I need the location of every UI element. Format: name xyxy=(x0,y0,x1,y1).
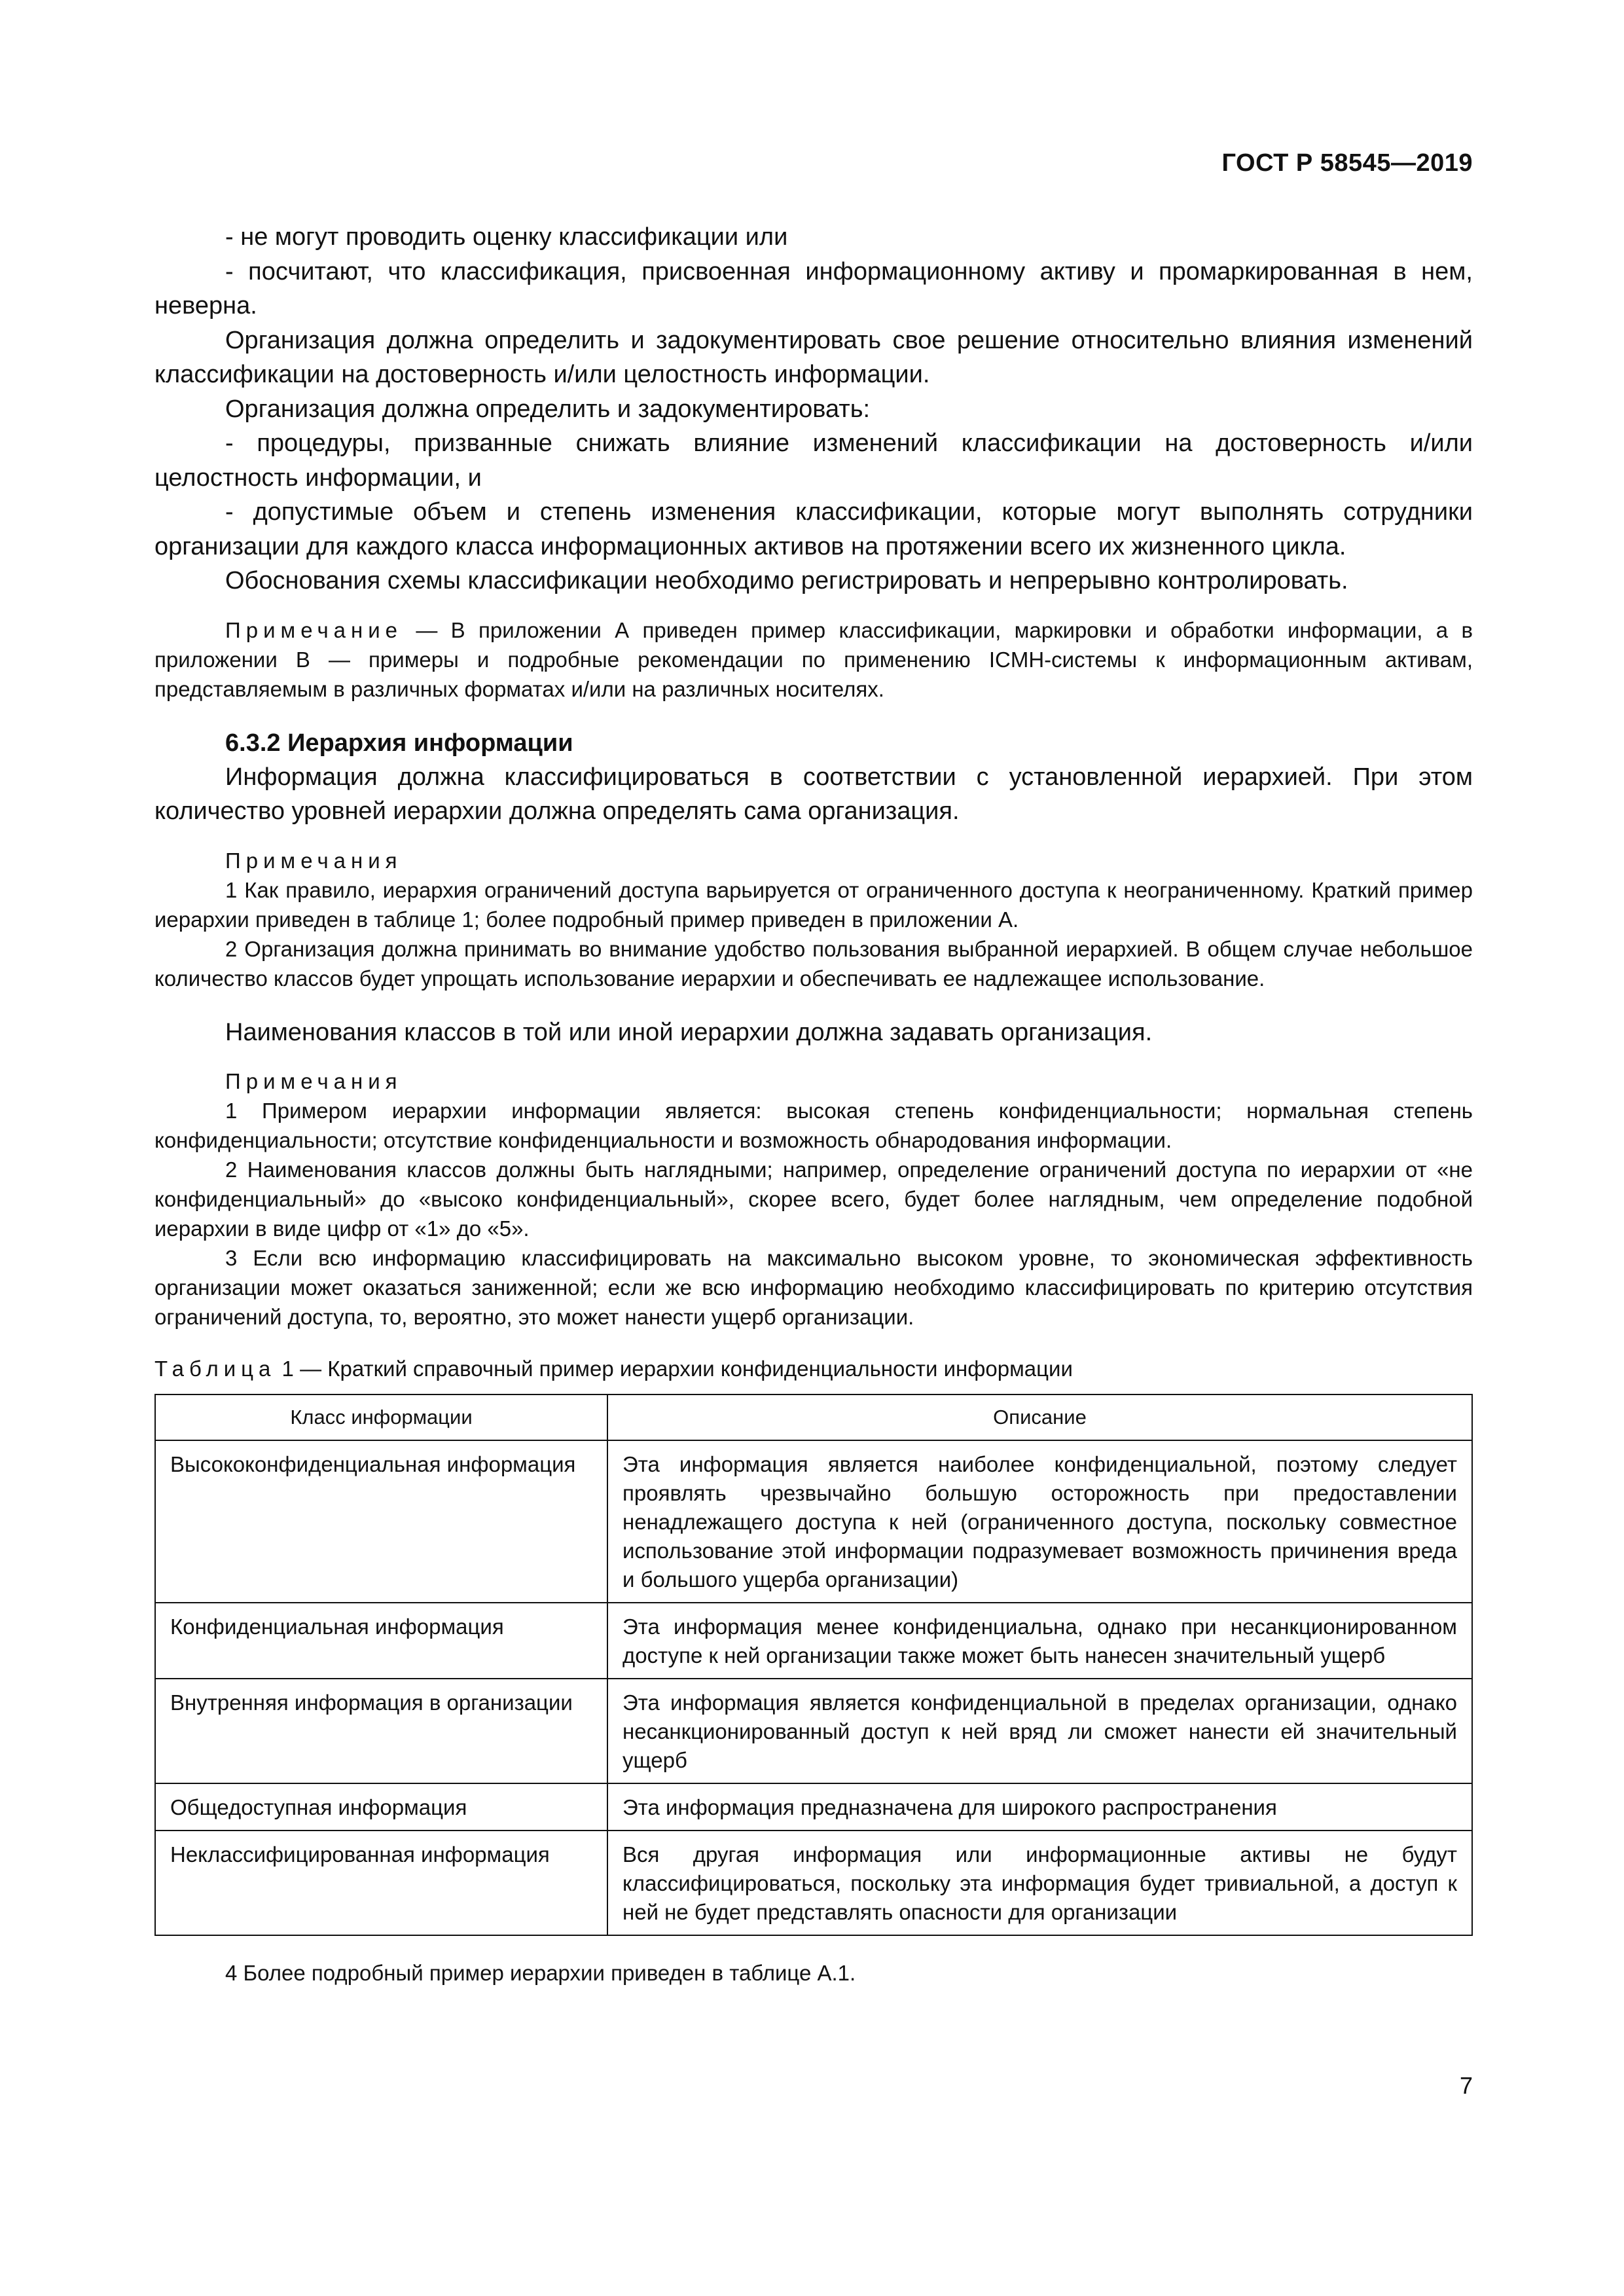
paragraph: Информация должна классифицироваться в соответствии с установленной иерархией. При этом количество уровней иерархии должна определять сама организация. xyxy=(154,763,1473,825)
note-item: 1 Как правило, иерархия ограничений доступа варьируется от ограниченного доступа к неограниченному. Краткий пример иерархии приведен в таблице 1; более подробный пример приведен в приложении А. xyxy=(154,877,1473,932)
note-item: 2 Организация должна принимать во внимание удобство пользования выбранной иерархией. В общем случае небольшое количество классов будет упрощать использование иерархии и обеспечивать ее надлежащее использование. xyxy=(154,936,1473,991)
paragraph: - посчитают, что классификация, присвоенная информационному активу и промаркированная в нем, неверна. xyxy=(154,257,1473,319)
note-item: 4 Более подробный пример иерархии приведен в таблице А.1. xyxy=(225,1961,856,1985)
paragraph: Организация должна определить и задокументировать: xyxy=(225,395,871,423)
column-header: Класс информации xyxy=(155,1394,607,1440)
paragraph: Обоснования схемы классификации необходимо регистрировать и непрерывно контролировать. xyxy=(225,567,1348,594)
notes-label: Примечания xyxy=(225,848,403,873)
table-header-row xyxy=(155,1394,1472,1440)
table-row xyxy=(155,1440,1472,1603)
paragraph: Организация должна определить и задокументировать свое решение относительно влияния изменений классификации на достоверность и/или целостность информации. xyxy=(154,326,1473,388)
notes-label: Примечания xyxy=(225,1069,403,1093)
table-row xyxy=(155,1679,1472,1783)
table-row xyxy=(155,1603,1472,1679)
section-heading: 6.3.2 Иерархия информации xyxy=(225,729,573,757)
column-header: Описание xyxy=(607,1394,1472,1440)
table-cell-description: Вся другая информация или информационные активы не будут классифицироваться, поскольку эта информация будет тривиальной, а доступ к ней не будет представлять опасности для организации xyxy=(607,1831,1472,1935)
note-item: 1 Примером иерархии информации является: высокая степень конфиденциальности; нормальная степень конфиденциальности; отсутствие конфиденциальности и возможность обнародования информации. xyxy=(154,1099,1473,1152)
table-cell-description: Эта информация предназначена для широкого распространения xyxy=(607,1783,1472,1831)
table-cell-class: Конфиденциальная информация xyxy=(155,1603,607,1679)
paragraph: - процедуры, призванные снижать влияние изменений классификации на достоверность и/или целостность информации, и xyxy=(154,429,1473,492)
table-row xyxy=(155,1783,1472,1831)
document-header: ГОСТ Р 58545—2019 xyxy=(1221,149,1473,177)
note-text: — В приложении А приведен пример классификации, маркировки и обработки информации, а в приложении В — примеры и подробные рекомендации по применению ICMH-системы к информационным активам, представляемым в различных форматах и/или на различных носителях. xyxy=(154,617,1473,701)
paragraph: - допустимые объем и степень изменения классификации, которые могут выполнять сотрудники организации для каждого класса информационных активов на протяжении всего их жизненного цикла. xyxy=(154,498,1473,560)
table-caption-label: Таблица xyxy=(154,1357,276,1381)
document-page xyxy=(154,0,1473,2296)
classification-table xyxy=(154,1394,1473,1936)
note-label: Примечание xyxy=(225,617,403,642)
table-cell-description: Эта информация менее конфиденциальна, однако при несанкционированном доступе к ней организации также может быть нанесен значительный ущерб xyxy=(607,1603,1472,1679)
paragraph: Наименования классов в той или иной иерархии должна задавать организация. xyxy=(225,1018,1153,1046)
document-body xyxy=(154,220,1473,1988)
page-number: 7 xyxy=(1459,2072,1473,2099)
table-cell-class: Неклассифицированная информация xyxy=(155,1831,607,1935)
table-caption-text: 1 — Краткий справочный пример иерархии конфиденциальности информации xyxy=(276,1357,1073,1381)
table-cell-class: Внутренняя информация в организации xyxy=(155,1679,607,1783)
table-row xyxy=(155,1831,1472,1935)
table-cell-class: Общедоступная информация xyxy=(155,1783,607,1831)
note xyxy=(154,615,1473,704)
table-cell-description: Эта информация является конфиденциальной в пределах организации, однако несанкционированный доступ к ней вряд ли сможет нанести ей значительный ущерб xyxy=(607,1679,1472,1783)
note-item: 3 Если всю информацию классифицировать на максимально высоком уровне, то экономическая эффективность организации может оказаться заниженной; если же всю информацию необходимо классифицировать по критерию отсутствия ограничений доступа, то, вероятно, это может нанести ущерб организации. xyxy=(154,1246,1473,1329)
table-cell-class: Высококонфиденциальная информация xyxy=(155,1440,607,1603)
table-cell-description: Эта информация является наиболее конфиденциальной, поэтому следует проявлять чрезвычайно большую осторожность при предоставлении ненадлежащего доступа к ней (ограниченного доступа, поскольку совместное использование этой информации подразумевает возможность причинения вреда и большого ущерба организации) xyxy=(607,1440,1472,1603)
paragraph: - не могут проводить оценку классификации или xyxy=(225,223,788,251)
table-caption xyxy=(154,1354,1473,1383)
note-item: 2 Наименования классов должны быть наглядными; например, определение ограничений доступа по иерархии от «не конфиденциальный» до «высоко конфиденциальный», скорее всего, будет более наглядным, чем определение подобной иерархии в виде цифр от «1» до «5». xyxy=(154,1157,1473,1241)
